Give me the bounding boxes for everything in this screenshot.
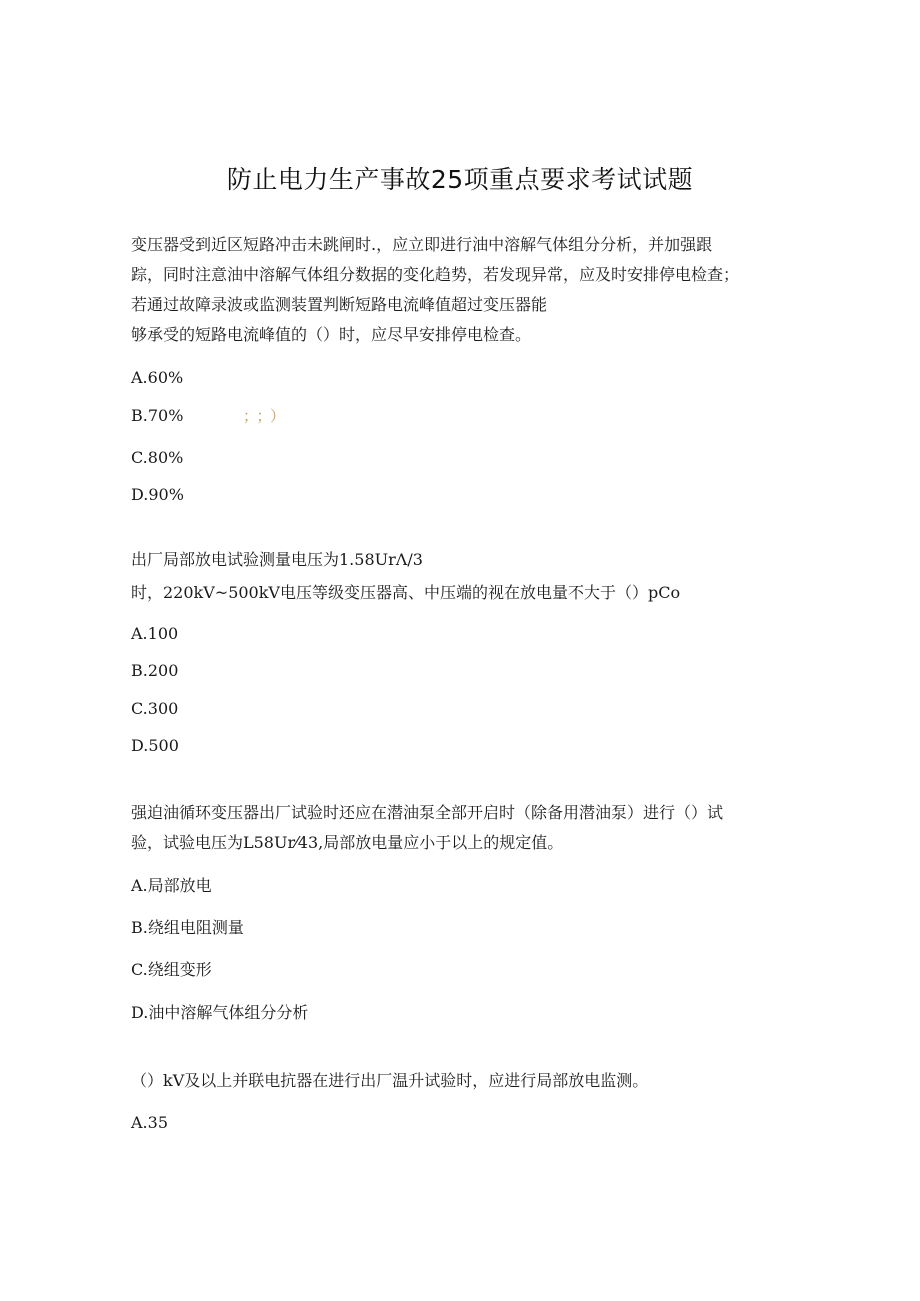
question-2-option-b: B.200 [131,661,179,680]
question-2-option-c: C.300 [131,699,179,718]
question-1-line-4: 够承受的短路电流峰值的（）时，应尽早安排停电检查。 [131,325,532,344]
question-3-option-b: B.绕组电阻测量 [131,918,244,937]
question-3-option-d: D.油中溶解气体组分分析 [131,1003,309,1022]
question-1-line-2: 踪，同时注意油中溶解气体组分数据的变化趋势，若发现异常，应及时安排停电检查； [131,265,740,284]
question-1-option-c: C.80% [131,448,184,467]
page-title: 防止电力生产事故25项重点要求考试试题 [226,165,694,194]
question-2-line-2: 时，220kV~500kV电压等级变压器高、中压端的视在放电量不大于（）pCo [131,583,681,602]
question-1-option-b: B.70% [131,406,184,425]
question-3-line-1: 强迫油循环变压器出厂试验时还应在潜油泵全部开启时（除备用潜油泵）进行（）试 [131,803,724,822]
question-1-line-1: 变压器受到近区短路冲击未跳闸时.，应立即进行油中溶解气体组分分析，并加强跟 [131,235,713,254]
question-4-line-1: （）kV及以上并联电抗器在进行出厂温升试验时，应进行局部放电监测。 [131,1071,649,1090]
question-1-line-3: 若通过故障录波或监测装置判断短路电流峰值超过变压器能 [131,295,548,314]
stray-mark: ；；） [243,407,292,425]
question-3-line-2: 验，试验电压为L58Ur⁄43,局部放电量应小于以上的规定值。 [131,833,564,852]
question-3-option-c: C.绕组变形 [131,960,212,979]
question-2-option-d: D.500 [131,736,179,755]
question-2-option-a: A.100 [131,624,179,643]
question-1-option-a: A.60% [131,368,184,387]
question-2-line-1: 出厂局部放电试验测量电压为1.58UrΛ/3 [131,550,423,569]
question-3-option-a: A.局部放电 [131,876,212,895]
question-1-option-d: D.90% [131,485,184,504]
question-4-option-a: A.35 [131,1113,168,1132]
